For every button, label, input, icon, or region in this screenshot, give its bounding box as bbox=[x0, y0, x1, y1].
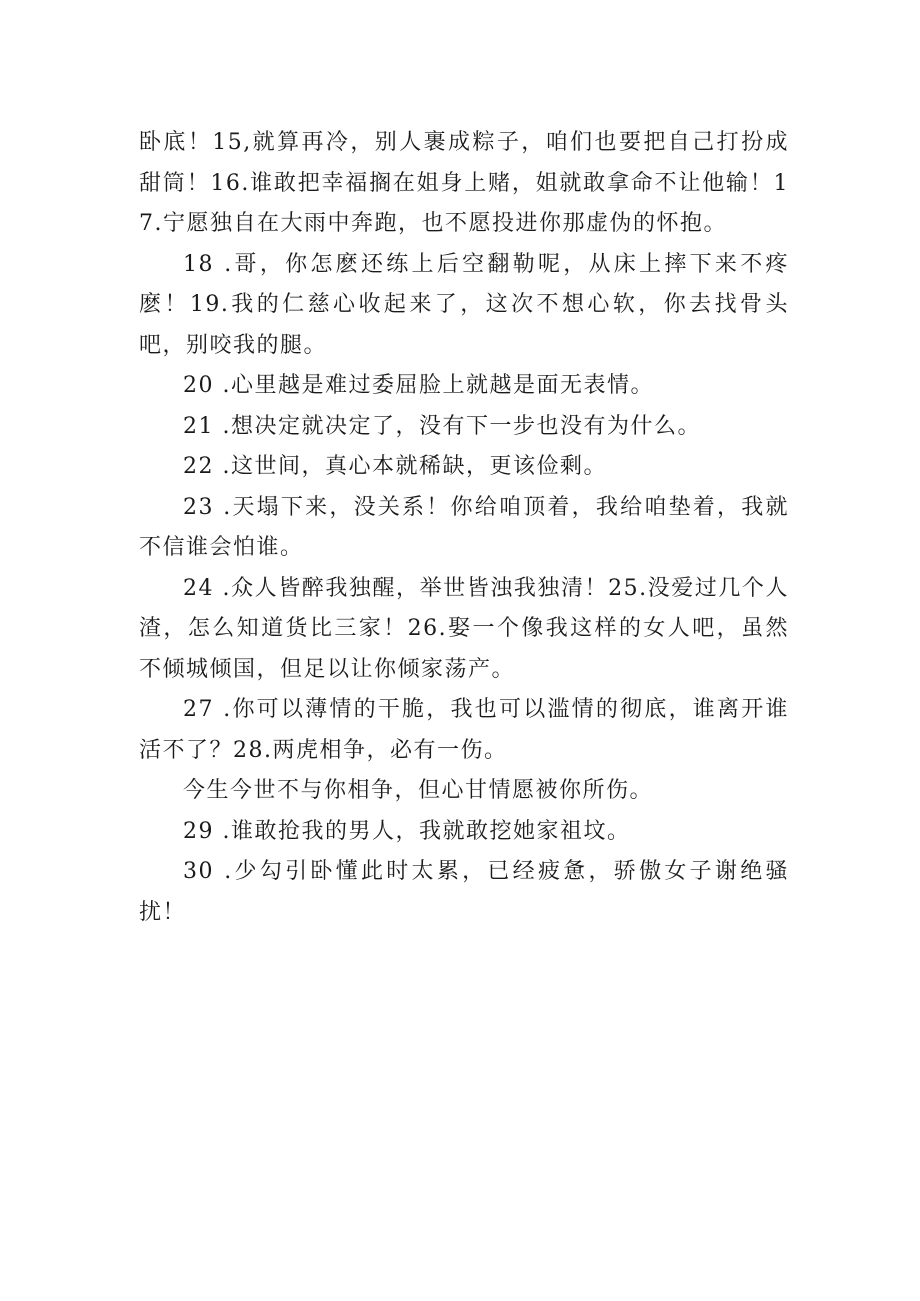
paragraph-4: 21 .想决定就决定了，没有下一步也没有为什么。 bbox=[183, 413, 701, 439]
paragraph-3: 20 .心里越是难过委屈脸上就越是面无表情。 bbox=[183, 373, 654, 398]
paragraph-8: 27 .你可以薄情的干脆，我也可以滥情的彻底，谁离开谁活不了？28.两虎相争，必有一伤。 bbox=[139, 697, 789, 763]
paragraph-6: 23 .天塌下来，没关系！你给咱顶着，我给咱垫着，我就不信谁会怕谁。 bbox=[139, 494, 789, 560]
paragraph-10: 29 .谁敢抢我的男人，我就敢挖她家祖坟。 bbox=[183, 818, 631, 844]
paragraph-2: 18 .哥，你怎麽还练上后空翻勒呢，从床上摔下来不疼麽！19.我的仁慈心收起来了，这次不想心软，你去找骨头吧，别咬我的腿。 bbox=[139, 251, 789, 358]
paragraph-9: 今生今世不与你相争，但心甘情愿被你所伤。 bbox=[183, 778, 654, 803]
paragraph-7: 24 .众人皆醉我独醒，举世皆浊我独清！25.没爱过几个人渣，怎么知道货比三家！26.娶一个像我这样的女人吧，虽然不倾城倾国，但足以让你倾家荡产。 bbox=[139, 575, 789, 682]
paragraph-5: 22 .这世间，真心本就稀缺，更该俭剩。 bbox=[183, 454, 607, 479]
paragraph-1: 卧底！15,就算再冷，别人裹成粽子，咱们也要把自己打扮成甜筒！16.谁敢把幸福搁在姐身上赌，姐就敢拿命不让他输！17.宁愿独自在大雨中奔跑，也不愿投进你那虚伪的怀抱。 bbox=[139, 130, 789, 236]
paragraph-11: 30 .少勾引卧懂此时太累，已经疲惫，骄傲女子谢绝骚扰！ bbox=[139, 859, 789, 925]
document-body bbox=[139, 123, 789, 933]
